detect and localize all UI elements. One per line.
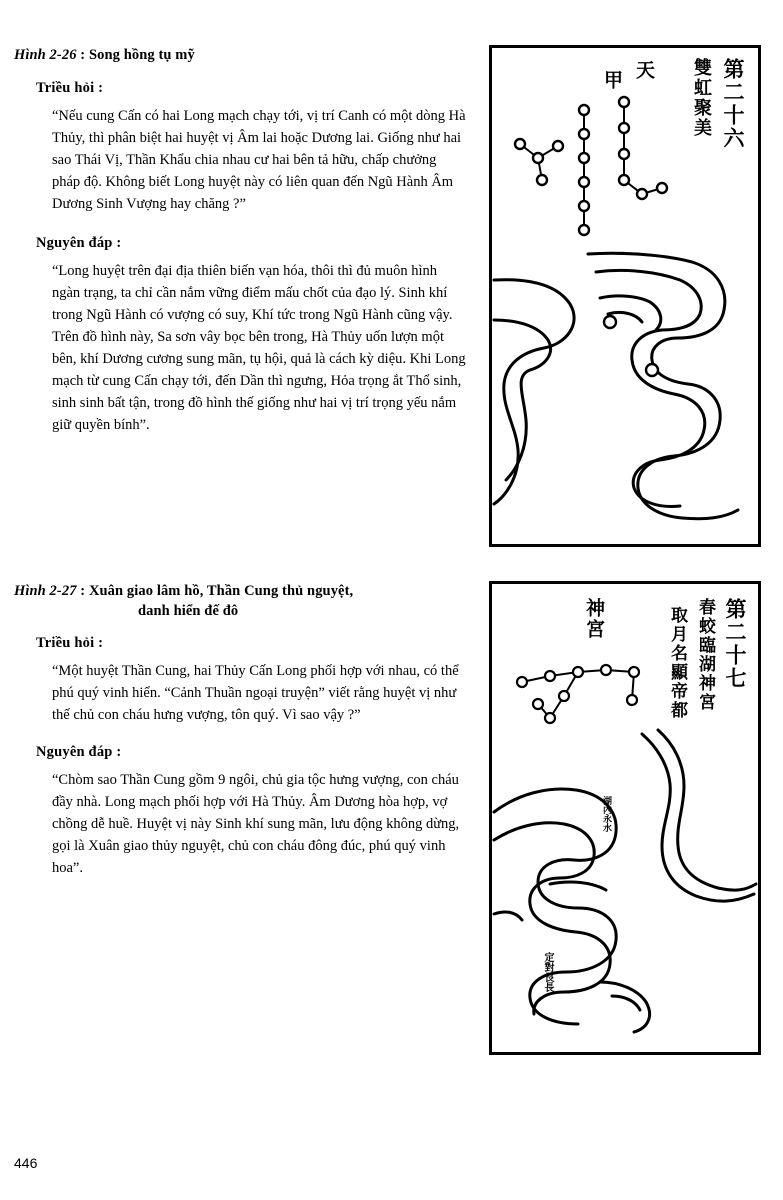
panel-small-label-2: 定對艮長	[542, 952, 553, 992]
caption-separator: :	[76, 47, 89, 63]
panel-title-label-2-26: 第二十六	[721, 58, 745, 150]
panel-subtitle-label-2-26: 雙虹聚美	[691, 58, 712, 138]
illustration-panel-2-27	[489, 581, 761, 1055]
panel-label-than-cung: 神宮	[583, 598, 605, 640]
figure-title: Song hồng tụ mỹ	[88, 47, 195, 63]
answer-text: “Long huyệt trên đại địa thiên biến vạn hóa, thôi thì đủ muôn hình ngàn trạng, ta chỉ cần nắm vững điểm mấu chốt của đạo lý. Sinh khí trong Ngũ Hành có vượng có suy, Khí tức trong Ngũ Hành cũng vậy. Trên đồ hình này, Sa sơn vây bọc bên trong, Hà Thủy uốn lượn một bên, khí Dương cương sung mãn, tụ hội, quả là cách kỳ diệu. Khi Long mạch từ cung Cấn chạy tới, đến Dần thì ngưng, Hỏa trọng ắt Thổ sinh, sinh sinh bất tận, trong đồ hình thế giống như hai vị trí trọng yếu nắm giữ quyền bính”.	[52, 262, 466, 433]
figure-caption-2-27	[14, 582, 466, 621]
panel-subtitle-2-2-27: 取月名顯帝都	[667, 606, 687, 720]
figure-title: Xuân giao lâm hồ, Thần Cung thủ nguyệt,	[88, 583, 354, 599]
speaker-label-question: Triều hỏi :	[36, 635, 104, 652]
question-text: “Nếu cung Cấn có hai Long mạch chạy tới, vị trí Canh có một dòng Hà Thủy, thì phân biệt hai huyệt vị Âm lai hoặc Dương lai. Giống như hai sao Thái Vị, Thần Khẩu chia nhau cư hai bên tả hữu, chấp chưởng pháp độ. Không biết Long huyệt này có liên quan đến Ngũ Hành Âm Dương Sinh Vượng hay chăng ?”	[52, 107, 466, 212]
panel-label-giap: 甲	[601, 70, 623, 91]
question-text: “Một huyệt Thần Cung, hai Thủy Cấn Long phối hợp với nhau, có thể phú quý vinh hiển. “Cảnh Thuần ngoại truyện” viết rằng huyệt vị như thế chủ con cháu hưng vượng, tôn quý. Vì sao vậy ?”	[52, 663, 459, 724]
answer-text: “Chòm sao Thần Cung gồm 9 ngôi, chủ gia tộc hưng vượng, con cháu đầy nhà. Long mạch phối hợp với Hà Thủy. Âm Dương hòa hợp, vợ chồng dễ huề. Huyệt vị này Sinh khí sung mãn, lưu động không dừng, gọi là Xuân giao thủy nguyệt, chủ con cháu đông đúc, phú quý vinh hoa”.	[52, 772, 460, 877]
panel-small-label-1: 湖內永水	[601, 796, 611, 832]
speaker-label-answer: Nguyên đáp :	[36, 234, 122, 251]
speaker-label-answer: Nguyên đáp :	[36, 744, 122, 761]
figure-number: Hình 2-26	[14, 47, 77, 63]
illustration-drawing-2-27	[492, 584, 758, 1052]
figure-number: Hình 2-27	[14, 583, 77, 599]
page-number: 446	[14, 1155, 38, 1171]
figure-section-2-27	[14, 582, 466, 899]
panel-title-label-2-27: 第二十七	[723, 598, 747, 690]
panel-label-thien: 天	[633, 60, 655, 81]
figure-title-line2: danh hiển đế đô	[138, 602, 239, 619]
figure-caption-2-26	[14, 46, 466, 66]
caption-separator: :	[76, 583, 89, 599]
panel-subtitle-1-2-27: 春蛟臨湖神宮	[695, 598, 715, 712]
figure-section-2-26	[14, 46, 466, 456]
speaker-label-question: Triều hỏi :	[36, 79, 104, 96]
illustration-panel-2-26	[489, 45, 761, 547]
